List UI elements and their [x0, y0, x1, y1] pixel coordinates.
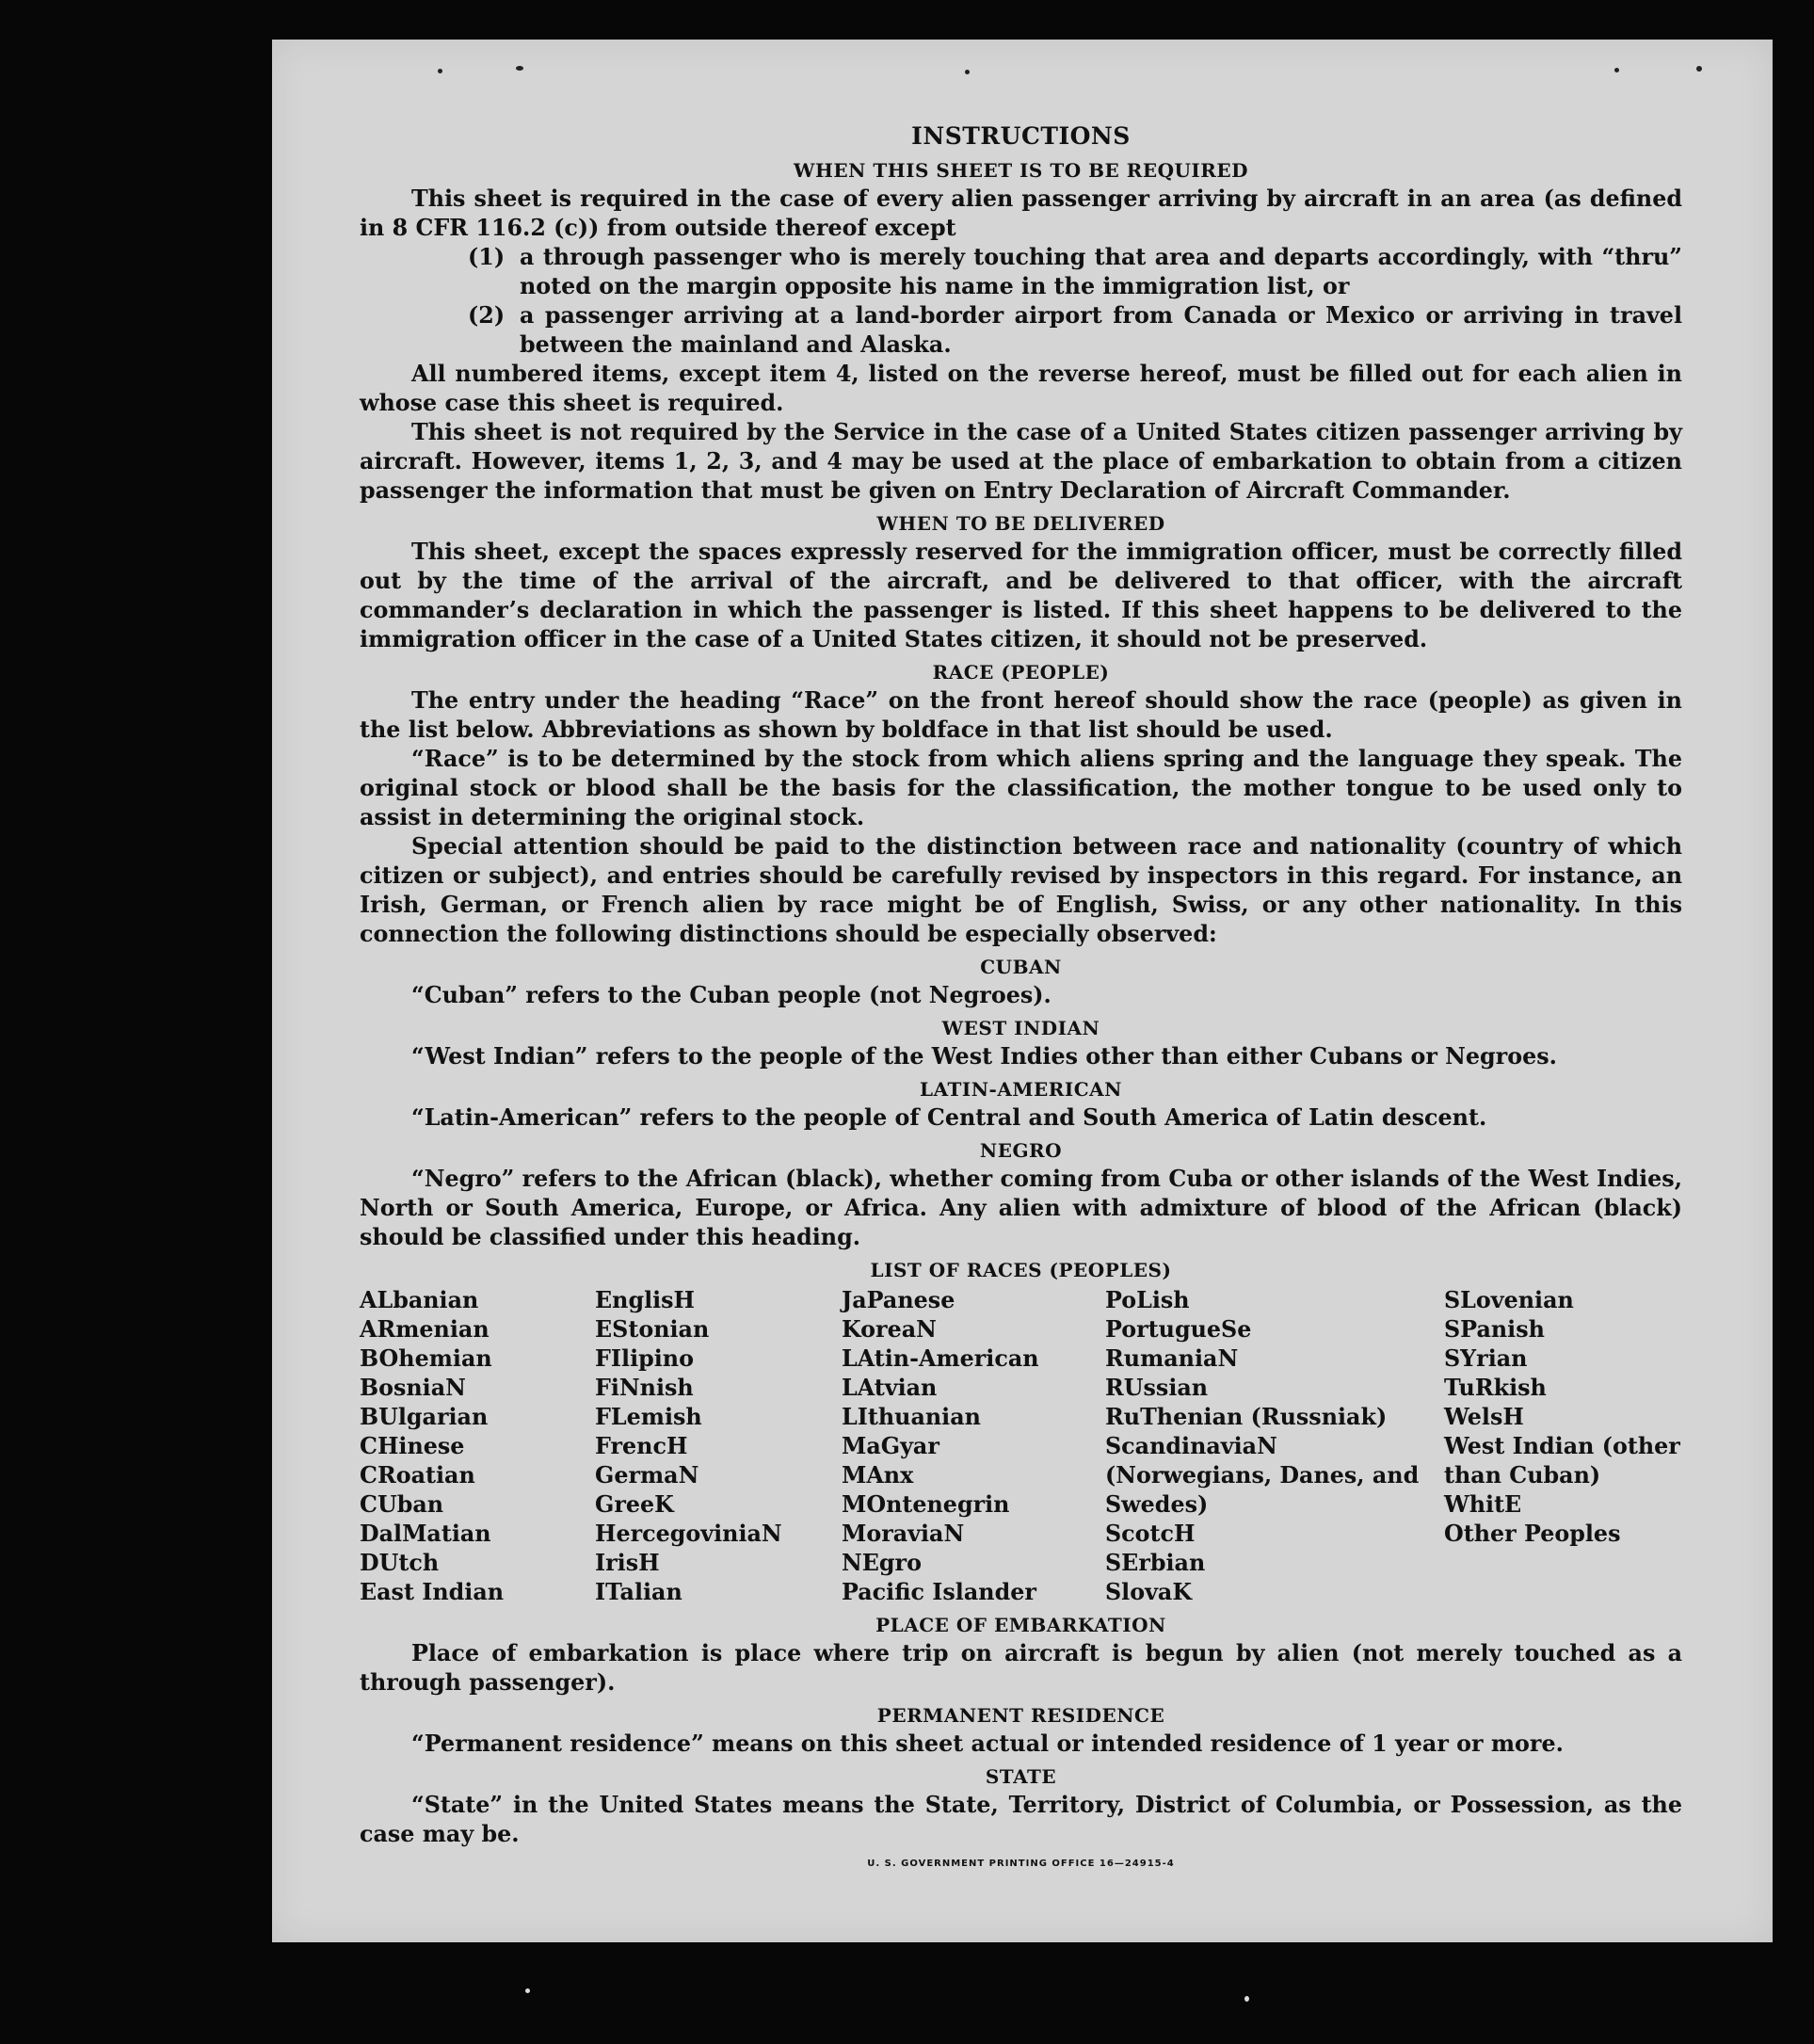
race-item: BosniaN — [360, 1375, 466, 1401]
race-item: ALbanian — [360, 1287, 479, 1313]
races-column — [1444, 1286, 1682, 1607]
race-para-2: “Race” is to be determined by the stock from which aliens spring and the language they speak. The original stock or blood shall be the basis for the classification, the mother tongue to be used only to assist in determining the original stock. — [360, 746, 1682, 830]
race-item: LAtvian — [842, 1375, 938, 1401]
race-item: FLemish — [595, 1404, 702, 1430]
scan-speck — [965, 70, 970, 74]
race-item: SErbian — [1105, 1550, 1206, 1576]
document-content — [360, 117, 1682, 1869]
race-item: East Indian — [360, 1579, 505, 1605]
race-item: RUssian — [1105, 1375, 1209, 1401]
race-item: EnglisH — [595, 1287, 696, 1313]
residence-para: “Permanent residence” means on this sheet actual or intended residence of 1 year or more. — [411, 1730, 1564, 1757]
race-item: WhitE — [1444, 1491, 1522, 1518]
races-column — [1105, 1286, 1444, 1607]
races-column — [842, 1286, 1105, 1607]
delivered-para: This sheet, except the spaces expressly reserved for the immigration officer, must be correctly filled out by the time of the arrival of the aircraft, and be delivered to that officer, with the aircraft commander’s declaration in which the passenger is listed. If this sheet happens to be delivered to the immigration officer in the case of a United States citizen, it should not be preserved. — [360, 539, 1682, 652]
race-item: DUtch — [360, 1550, 440, 1576]
races-column — [595, 1286, 842, 1607]
race-item: NEgro — [842, 1550, 922, 1576]
section-heading-required: WHEN THIS SHEET IS TO BE REQUIRED — [794, 159, 1248, 182]
scan-speck — [438, 69, 442, 73]
race-item: KoreaN — [842, 1316, 937, 1343]
race-item: LAtin-American — [842, 1345, 1039, 1372]
race-item: MoraviaN — [842, 1521, 965, 1547]
race-item: WelsH — [1444, 1404, 1524, 1430]
race-item: SLovenian — [1444, 1287, 1574, 1313]
race-item: MaGyar — [842, 1433, 939, 1459]
race-item: PortugueSe — [1105, 1316, 1252, 1343]
required-para-2: All numbered items, except item 4, listed on the reverse hereof, must be filled out for each alien in whose case this sheet is required. — [360, 361, 1682, 416]
race-item: BUlgarian — [360, 1404, 489, 1430]
printing-office-footer: U. S. GOVERNMENT PRINTING OFFICE 16—24915-4 — [867, 1859, 1175, 1869]
race-item: Pacific Islander — [842, 1579, 1036, 1605]
race-para-1: The entry under the heading “Race” on the front hereof should show the race (people) as given in the list below. Abbreviations as shown by boldface in that list should be used. — [360, 687, 1682, 743]
embarkation-para: Place of embarkation is place where trip on aircraft is begun by alien (not merely touched as a through passenger). — [360, 1640, 1682, 1696]
race-item: GreeK — [595, 1491, 674, 1518]
page-title: INSTRUCTIONS — [911, 122, 1131, 150]
exception-number: (1) — [468, 244, 506, 270]
document-sheet — [272, 40, 1773, 1942]
negro-para: “Negro” refers to the African (black), whether coming from Cuba or other islands of the West Indies, North or South America, Europe, or Africa. Any alien with admixture of blood of the African (black) should be classified under this heading. — [360, 1166, 1682, 1250]
race-item: MAnx — [842, 1462, 914, 1489]
race-item: Other Peoples — [1444, 1521, 1621, 1547]
section-heading-negro: NEGRO — [979, 1139, 1063, 1162]
races-list — [360, 1286, 1682, 1607]
section-heading-state: STATE — [985, 1765, 1057, 1788]
west-indian-para: “West Indian” refers to the people of the West Indies other than either Cubans or Negroes. — [411, 1043, 1557, 1070]
cuban-para: “Cuban” refers to the Cuban people (not Negroes). — [411, 982, 1051, 1008]
exception-item-1 — [468, 243, 1682, 301]
section-heading-delivered: WHEN TO BE DELIVERED — [876, 512, 1165, 535]
race-item: TuRkish — [1444, 1375, 1547, 1401]
section-heading-latin-american: LATIN-AMERICAN — [920, 1078, 1122, 1101]
race-item: EStonian — [595, 1316, 710, 1343]
scan-speck — [1614, 68, 1619, 72]
race-item: MOntenegrin — [842, 1491, 1010, 1518]
race-item: GermaN — [595, 1462, 699, 1489]
race-item: SlovaK — [1105, 1579, 1193, 1605]
race-para-3: Special attention should be paid to the distinction between race and nationality (country of which citizen or subject), and entries should be carefully revised by inspectors in this regard. For instance, an Irish, German, or French alien by race might be of English, Swiss, or any other nationality. In this connection the following distinctions should be especially observed: — [360, 833, 1682, 947]
races-column — [360, 1286, 595, 1607]
race-item: West Indian (other than Cuban) — [1444, 1433, 1680, 1489]
race-item: LIthuanian — [842, 1404, 981, 1430]
race-item: RumaniaN — [1105, 1345, 1239, 1372]
race-item: FrencH — [595, 1433, 688, 1459]
exception-text: a through passenger who is merely touching that area and departs accordingly, with “thru” noted on the margin opposite his name in the immigration list, or — [520, 244, 1682, 299]
section-heading-embarkation: PLACE OF EMBARKATION — [875, 1614, 1166, 1636]
race-item: ScandinaviaN (Norwegians, Danes, and Swedes) — [1105, 1433, 1420, 1518]
race-item: HercegoviniaN — [595, 1521, 782, 1547]
latin-american-para: “Latin-American” refers to the people of Central and South America of Latin descent. — [411, 1104, 1487, 1131]
section-heading-west-indian: WEST INDIAN — [941, 1017, 1100, 1039]
section-heading-residence: PERMANENT RESIDENCE — [876, 1704, 1165, 1727]
race-item: DalMatian — [360, 1521, 491, 1547]
exception-item-2 — [468, 301, 1682, 360]
race-item: FIlipino — [595, 1345, 694, 1372]
race-item: CHinese — [360, 1433, 465, 1459]
exception-text: a passenger arriving at a land-border airport from Canada or Mexico or arriving in travel between the mainland and Alaska. — [520, 302, 1682, 358]
race-item: ITalian — [595, 1579, 682, 1605]
state-para: “State” in the United States means the State, Territory, District of Columbia, or Possession, as the case may be. — [360, 1792, 1682, 1847]
scan-speck — [1244, 1996, 1249, 2002]
race-item: SYrian — [1444, 1345, 1528, 1372]
race-item: FiNnish — [595, 1375, 694, 1401]
race-item: ScotcH — [1105, 1521, 1196, 1547]
race-item: CRoatian — [360, 1462, 475, 1489]
scan-speck — [1696, 66, 1702, 72]
race-item: SPanish — [1444, 1316, 1545, 1343]
section-heading-cuban: CUBAN — [980, 956, 1062, 978]
race-item: IrisH — [595, 1550, 660, 1576]
race-item: PoLish — [1105, 1287, 1190, 1313]
scan-speck — [516, 66, 523, 71]
section-heading-races-list: LIST OF RACES (PEOPLES) — [870, 1259, 1172, 1281]
race-item: CUban — [360, 1491, 444, 1518]
required-para-3: This sheet is not required by the Service in the case of a United States citizen passenger arriving by aircraft. However, items 1, 2, 3, and 4 may be used at the place of embarkation to obtain from a citizen passenger the information that must be given on Entry Declaration of Aircraft Commander. — [360, 419, 1682, 504]
scan-speck — [525, 1988, 530, 1993]
race-item: RuThenian (Russniak) — [1105, 1404, 1388, 1430]
race-item: ARmenian — [360, 1316, 490, 1343]
race-item: BOhemian — [360, 1345, 492, 1372]
section-heading-race: RACE (PEOPLE) — [932, 661, 1110, 684]
required-intro: This sheet is required in the case of every alien passenger arriving by aircraft in an area (as defined in 8 CFR 116.2 (c)) from outside thereof except — [360, 185, 1682, 241]
exception-number: (2) — [468, 302, 506, 329]
race-item: JaPanese — [842, 1287, 955, 1313]
